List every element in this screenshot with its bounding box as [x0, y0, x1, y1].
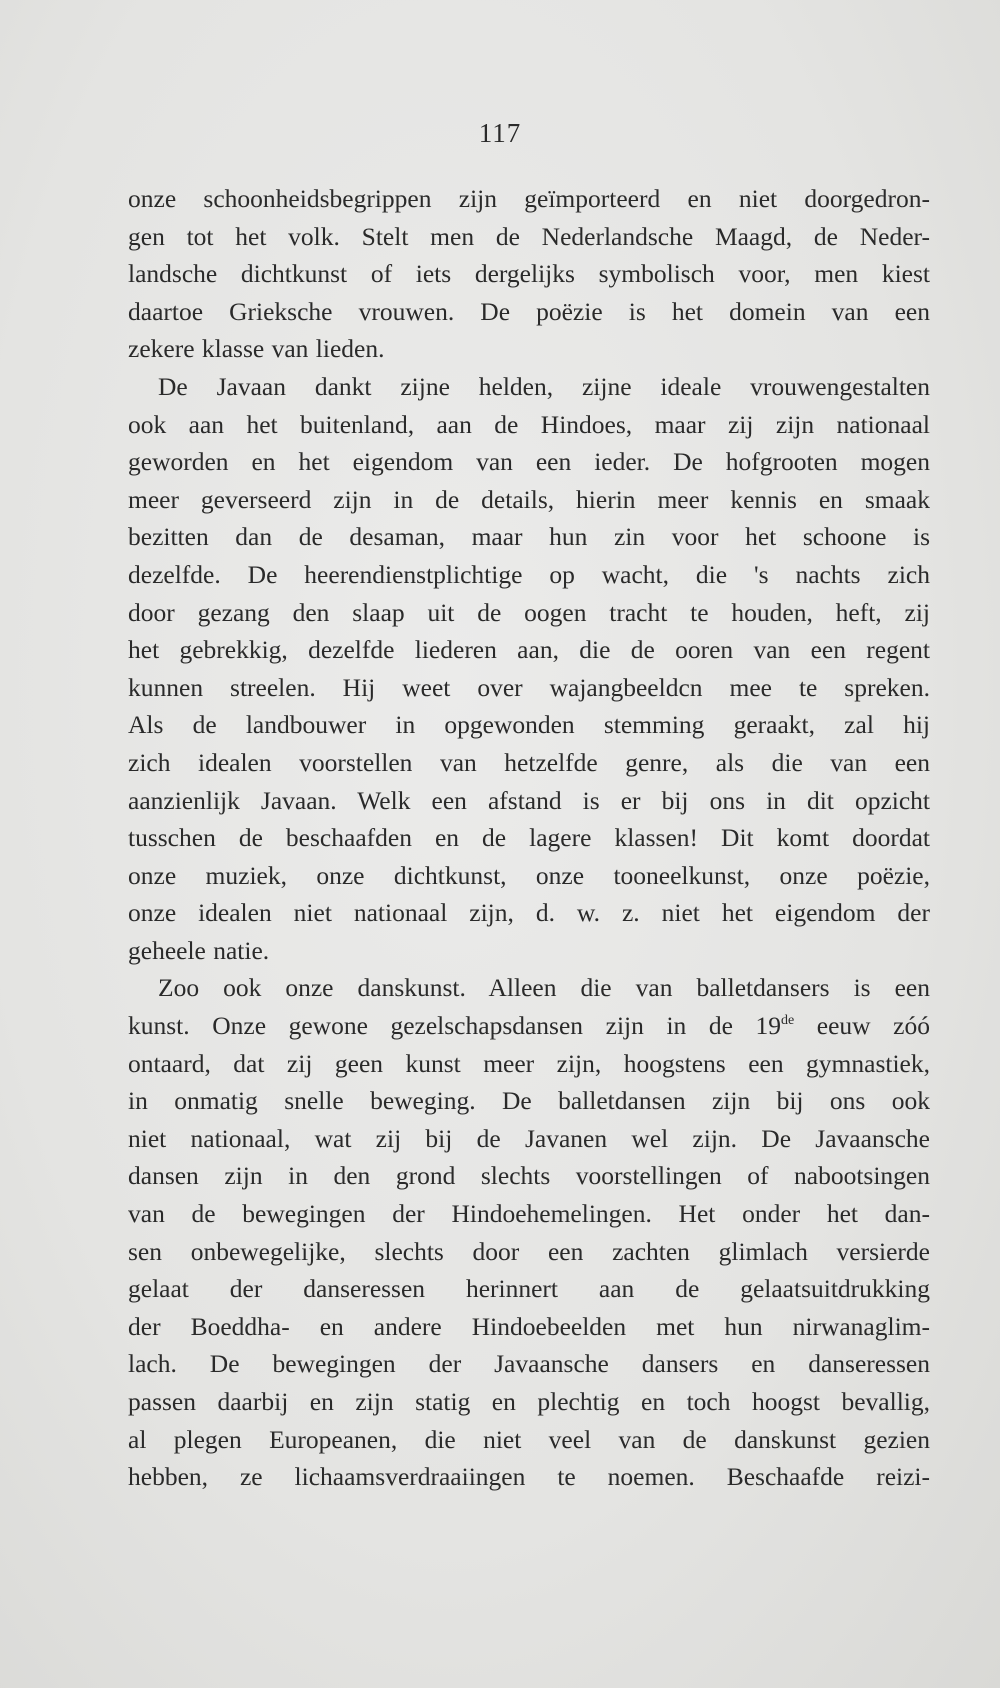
- text-line: sen onbewegelijke, slechts door een zachten glimlach versierde: [128, 1236, 930, 1266]
- text-line: geheele natie.: [128, 935, 270, 965]
- text-line: Als de landbouwer in opgewonden stemming geraakt, zal hij: [128, 710, 930, 740]
- text-line: niet nationaal, wat zij bij de Javanen wel zijn. De Javaansche: [128, 1123, 930, 1153]
- text-fragment: kunst. Onze gewone gezelschapsdansen zijn in de 19: [128, 1011, 781, 1041]
- text-line: daartoe Grieksche vrouwen. De poëzie is het domein van een: [128, 296, 930, 326]
- text-line: ook aan het buitenland, aan de Hindoes, maar zij zijn nationaal: [128, 409, 930, 439]
- text-line: landsche dichtkunst of iets dergelijks symbolisch voor, men kiest: [128, 259, 930, 289]
- text-line: onze schoonheidsbegrippen zijn geïmporteerd en niet doorgedron-: [128, 184, 930, 213]
- text-line: onze muziek, onze dichtkunst, onze tooneelkunst, onze poëzie,: [128, 860, 930, 890]
- text-line: van de bewegingen der Hindoehemelingen. Het onder het dan-: [128, 1199, 930, 1229]
- paragraph-start-line: Zoo ook onze danskunst. Alleen die van balletdansers is een: [158, 973, 930, 1003]
- text-line: bezitten dan de desaman, maar hun zin voor het schoone is: [128, 522, 930, 552]
- body-text: [128, 180, 930, 1496]
- text-line: hebben, ze lichaamsverdraaiingen te noemen. Beschaafde reizi-: [128, 1462, 930, 1492]
- text-line: passen daarbij en zijn statig en plechtig en toch hoogst bevallig,: [128, 1387, 930, 1416]
- text-line: ontaard, dat zij geen kunst meer zijn, hoogstens een gymnastiek,: [128, 1048, 930, 1078]
- text-line: kunnen streelen. Hij weet over wajangbeeldcn mee te spreken.: [128, 672, 930, 702]
- text-line: zekere klasse van lieden.: [128, 334, 385, 364]
- text-line: meer geverseerd zijn in de details, hierin meer kennis en smaak: [128, 484, 930, 514]
- text-line: zich idealen voorstellen van hetzelfde genre, als die van een: [128, 747, 930, 777]
- text-line: dansen zijn in den grond slechts voorstellingen of nabootsingen: [128, 1161, 930, 1191]
- paragraph-start-line: De Javaan dankt zijne helden, zijne ideale vrouwengestalten: [158, 371, 930, 401]
- text-line: aanzienlijk Javaan. Welk een afstand is er bij ons in dit opzicht: [128, 785, 930, 815]
- ordinal-superscript: de: [781, 1013, 795, 1029]
- text-line: al plegen Europeanen, die niet veel van de danskunst gezien: [128, 1424, 930, 1454]
- text-line: gen tot het volk. Stelt men de Nederlandsche Maagd, de Neder-: [128, 221, 930, 251]
- text-line: der Boeddha- en andere Hindoebeelden met hun nirwanaglim-: [128, 1311, 930, 1341]
- text-line: door gezang den slaap uit de oogen tracht te houden, heft, zij: [128, 597, 930, 627]
- text-line-with-superscript: [128, 1007, 930, 1045]
- page-number: 117: [478, 118, 522, 148]
- text-line: dezelfde. De heerendienstplichtige op wacht, die 's nachts zich: [128, 559, 930, 589]
- text-line: lach. De bewegingen der Javaansche dansers en danseressen: [128, 1349, 930, 1379]
- text-line: in onmatig snelle beweging. De balletdansen zijn bij ons ook: [128, 1086, 930, 1116]
- text-line: het gebrekkig, dezelfde liederen aan, die de ooren van een regent: [128, 635, 930, 665]
- text-fragment: eeuw zóó: [816, 1011, 930, 1041]
- text-line: geworden en het eigendom van een ieder. De hofgrooten mogen: [128, 447, 930, 477]
- text-line: tusschen de beschaafden en de lagere klassen! Dit komt doordat: [128, 823, 930, 853]
- text-line: gelaat der danseressen herinnert aan de gelaatsuitdrukking: [128, 1274, 930, 1304]
- text-line: onze idealen niet nationaal zijn, d. w. z. niet het eigendom der: [128, 898, 930, 928]
